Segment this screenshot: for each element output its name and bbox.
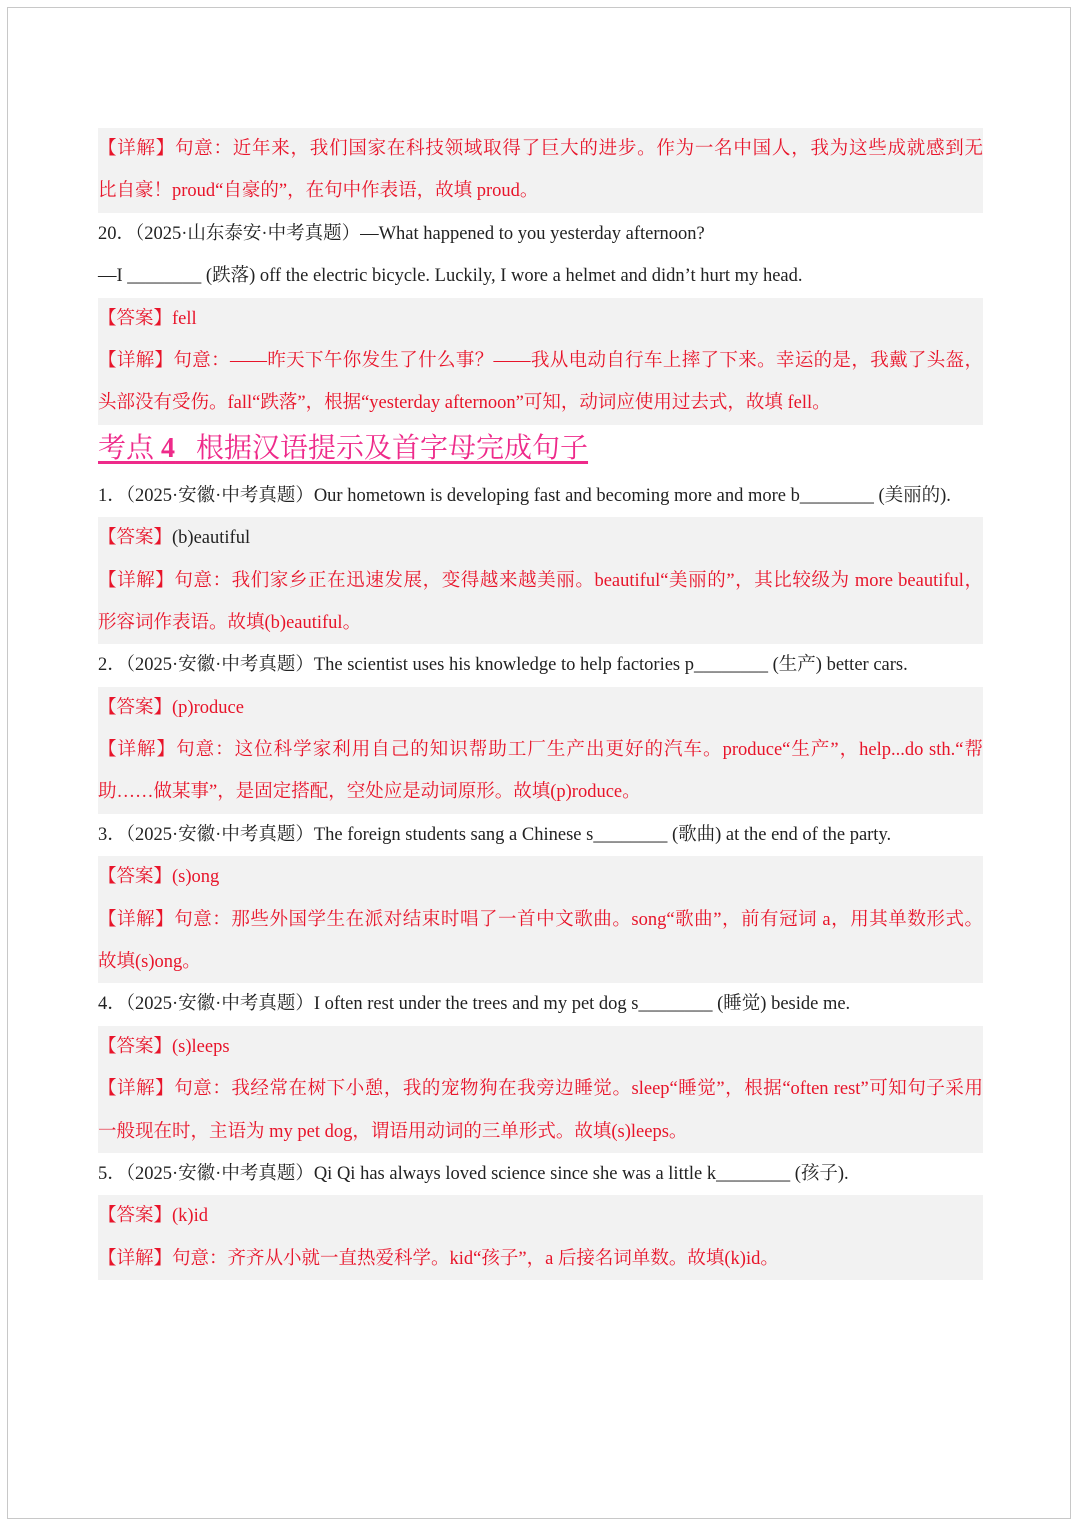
exercise-block-top <box>98 128 983 425</box>
question-line: 5．（2025·安徽·中考真题）Qi Qi has always loved science since she was a little k________ (孩子). <box>98 1163 849 1184</box>
answer-line <box>98 298 983 340</box>
detail-line: 助……做某事”，是固定搭配，空处应是动词原形。故填(p)roduce。 <box>98 771 983 813</box>
detail-line: 比自豪！proud“自豪的”，在句中作表语，故填 proud。 <box>98 170 983 212</box>
answer-label: 【答案】 <box>98 528 173 549</box>
answer-line <box>98 1195 983 1237</box>
question-line: —I ________ (跌落) off the electric bicycle. Luckily, I wore a helmet and didn’t hurt my head. <box>98 266 803 287</box>
question-line: 3．（2025·安徽·中考真题）The foreign students sang a Chinese s________ (歌曲) at the end of the party. <box>98 824 892 845</box>
question-line: 4．（2025·安徽·中考真题）I often rest under the trees and my pet dog s________ (睡觉) beside me. <box>98 994 851 1015</box>
answer-label: 【答案】 <box>98 867 173 888</box>
answer-value: (s)leeps <box>172 1036 230 1057</box>
detail-line: 一般现在时，主语为 my pet dog，谓语用动词的三单形式。故填(s)leeps。 <box>98 1111 983 1153</box>
section-number: 4 <box>161 432 176 464</box>
question-line: 2．（2025·安徽·中考真题）The scientist uses his knowledge to help factories p________ (生产) better cars. <box>98 655 908 676</box>
answer-label: 【答案】 <box>98 697 173 718</box>
answer-value: (k)id <box>172 1206 208 1227</box>
answer-label: 【答案】 <box>98 308 173 329</box>
answer-label: 【答案】 <box>98 1206 173 1227</box>
detail-line: 【详解】句意：——昨天下午你发生了什么事？——我从电动自行车上摔了下来。幸运的是，我戴了头盔， <box>98 340 983 382</box>
answer-value: (p)roduce <box>172 697 244 718</box>
question-line: 20．（2025·山东泰安·中考真题）—What happened to you yesterday afternoon? <box>98 223 705 244</box>
detail-line: 【详解】句意：近年来，我们国家在科技领域取得了巨大的进步。作为一名中国人，我为这些成就感到无 <box>98 128 983 170</box>
question-line: 1．（2025·安徽·中考真题）Our hometown is developing fast and becoming more and more b________ (美丽的). <box>98 485 951 506</box>
exercise-block-main <box>98 475 983 1280</box>
detail-line: 【详解】句意：这位科学家利用自己的知识帮助工厂生产出更好的汽车。produce“生产”，help...do sth.“帮 <box>98 729 983 771</box>
detail-line: 【详解】句意：那些外国学生在派对结束时唱了一首中文歌曲。song“歌曲”，前有冠词 a，用其单数形式。 <box>98 899 983 941</box>
section-prefix: 考点 <box>98 432 155 464</box>
detail-line: 【详解】句意：我经常在树下小憩，我的宠物狗在我旁边睡觉。sleep“睡觉”，根据“often rest”可知句子采用 <box>98 1068 983 1110</box>
detail-line: 故填(s)ong。 <box>98 941 983 983</box>
section-title: 根据汉语提示及首字母完成句子 <box>196 432 589 464</box>
detail-line: 头部没有受伤。fall“跌落”，根据“yesterday afternoon”可知，动词应使用过去式，故填 fell。 <box>98 382 983 424</box>
detail-line: 形容词作表语。故填(b)eautiful。 <box>98 602 983 644</box>
answer-value: (b)eautiful <box>172 528 251 549</box>
answer-line <box>98 517 983 559</box>
answer-line <box>98 687 983 729</box>
answer-line <box>98 1026 983 1068</box>
answer-line <box>98 856 983 898</box>
answer-value: fell <box>172 308 197 329</box>
document-content <box>98 128 983 1280</box>
detail-line: 【详解】句意：齐齐从小就一直热爱科学。kid“孩子”，a 后接名词单数。故填(k)id。 <box>98 1238 983 1280</box>
detail-line: 【详解】句意：我们家乡正在迅速发展，变得越来越美丽。beautiful“美丽的”，其比较级为 more beautiful， <box>98 560 983 602</box>
answer-value: (s)ong <box>172 867 220 888</box>
answer-label: 【答案】 <box>98 1036 173 1057</box>
section-heading <box>98 427 983 471</box>
